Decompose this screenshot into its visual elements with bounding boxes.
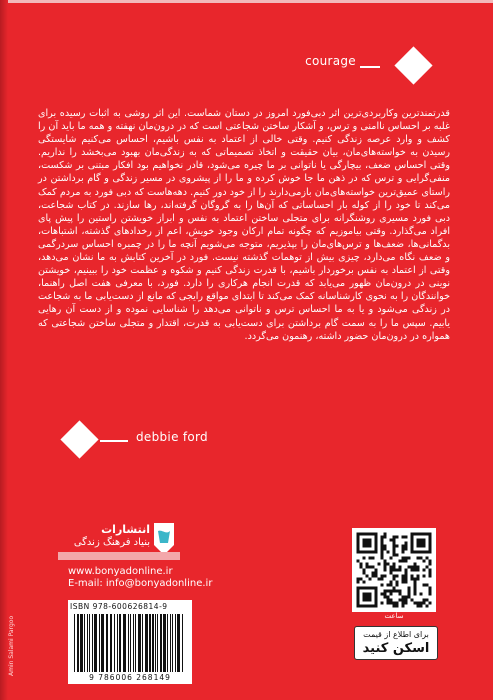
barcode-bar xyxy=(133,614,134,672)
qr-module xyxy=(360,563,363,566)
barcode-bar xyxy=(152,614,154,672)
qr-module xyxy=(387,602,390,605)
publisher-subtitle: بنیاد فرهنگ زندگی xyxy=(73,537,150,548)
barcode-bar xyxy=(117,614,118,672)
qr-module xyxy=(411,566,414,569)
qr-module xyxy=(396,545,399,548)
barcode-number: 9 786006 268149 xyxy=(89,673,171,682)
qr-module xyxy=(357,560,360,563)
qr-module xyxy=(390,566,393,569)
qr-module xyxy=(396,602,399,605)
qr-finder-core xyxy=(363,539,372,548)
qr-module xyxy=(429,563,432,566)
publisher-website: www.bonyadonline.ir xyxy=(68,566,173,577)
qr-module xyxy=(381,554,384,557)
qr-caption: ساعت xyxy=(384,612,404,620)
qr-module xyxy=(390,590,393,593)
qr-module xyxy=(429,560,432,563)
qr-module xyxy=(381,551,384,554)
qr-module xyxy=(384,566,387,569)
barcode-bar xyxy=(87,614,88,672)
designer-credit: Amin Salami Pargoo xyxy=(8,615,15,676)
qr-module xyxy=(399,560,402,563)
barcode-bar xyxy=(182,614,183,672)
qr-module xyxy=(381,578,384,581)
qr-module xyxy=(396,590,399,593)
barcode-bar xyxy=(170,614,171,672)
qr-module xyxy=(402,560,405,563)
qr-module xyxy=(423,584,426,587)
qr-module xyxy=(390,572,393,575)
qr-module xyxy=(408,596,411,599)
barcode-bar xyxy=(135,614,136,672)
qr-module xyxy=(414,581,417,584)
qr-module xyxy=(405,596,408,599)
qr-module xyxy=(396,581,399,584)
qr-module xyxy=(372,557,375,560)
qr-module xyxy=(405,581,408,584)
qr-module xyxy=(402,602,405,605)
qr-module xyxy=(414,578,417,581)
qr-module xyxy=(402,599,405,602)
qr-module xyxy=(387,599,390,602)
qr-module xyxy=(369,557,372,560)
qr-module xyxy=(384,545,387,548)
qr-module xyxy=(396,569,399,572)
qr-module xyxy=(399,593,402,596)
courage-divider xyxy=(360,66,380,68)
diamond-icon xyxy=(60,420,98,458)
barcode-bar xyxy=(175,614,176,672)
qr-module xyxy=(408,587,411,590)
barcode-icon xyxy=(74,614,186,672)
barcode-bar xyxy=(106,614,108,672)
qr-module xyxy=(393,554,396,557)
qr-module xyxy=(390,593,393,596)
qr-module xyxy=(390,602,393,605)
qr-module xyxy=(420,602,423,605)
qr-module xyxy=(405,542,408,545)
qr-module xyxy=(393,539,396,542)
barcode-bar xyxy=(128,614,129,672)
qr-module xyxy=(399,566,402,569)
qr-module xyxy=(384,536,387,539)
qr-module xyxy=(375,572,378,575)
qr-module xyxy=(402,605,405,608)
qr-module xyxy=(390,584,393,587)
qr-module xyxy=(387,596,390,599)
qr-module xyxy=(408,590,411,593)
qr-module xyxy=(429,587,432,590)
qr-module xyxy=(399,590,402,593)
qr-module xyxy=(384,548,387,551)
qr-module xyxy=(429,575,432,578)
qr-module xyxy=(393,545,396,548)
barcode-bar xyxy=(142,614,143,672)
qr-module xyxy=(384,593,387,596)
qr-module xyxy=(405,548,408,551)
qr-module xyxy=(426,599,429,602)
qr-module xyxy=(357,581,360,584)
qr-module xyxy=(429,590,432,593)
qr-module xyxy=(363,557,366,560)
qr-module xyxy=(393,575,396,578)
qr-module xyxy=(423,560,426,563)
qr-module xyxy=(405,560,408,563)
qr-module xyxy=(393,566,396,569)
isbn-barcode-panel xyxy=(68,600,192,684)
qr-module xyxy=(402,557,405,560)
courage-tag: courage xyxy=(305,54,356,68)
qr-module xyxy=(411,575,414,578)
qr-module xyxy=(405,545,408,548)
qr-module xyxy=(414,587,417,590)
barcode-bar xyxy=(160,614,162,672)
qr-module xyxy=(399,599,402,602)
qr-module xyxy=(360,566,363,569)
barcode-bar xyxy=(123,614,126,672)
qr-module xyxy=(363,581,366,584)
qr-module xyxy=(426,584,429,587)
barcode-bar xyxy=(119,614,121,672)
qr-code-icon xyxy=(352,528,436,612)
qr-module xyxy=(381,557,384,560)
qr-module xyxy=(384,533,387,536)
diamond-icon xyxy=(394,46,432,84)
qr-module xyxy=(387,590,390,593)
qr-module xyxy=(396,605,399,608)
scan-badge-line2: اسکن کنید xyxy=(362,641,430,656)
qr-module xyxy=(402,575,405,578)
publisher-email: E-mail: info@bonyadonline.ir xyxy=(68,578,213,589)
qr-module xyxy=(381,548,384,551)
author-tag: debbie ford xyxy=(136,430,208,444)
qr-module xyxy=(381,536,384,539)
qr-module xyxy=(426,557,429,560)
barcode-bar xyxy=(74,614,75,672)
barcode-bar xyxy=(110,614,112,672)
qr-module xyxy=(372,575,375,578)
qr-module xyxy=(393,605,396,608)
qr-module xyxy=(372,566,375,569)
qr-module xyxy=(402,548,405,551)
qr-module xyxy=(408,557,411,560)
qr-module xyxy=(405,569,408,572)
qr-module xyxy=(417,578,420,581)
qr-module xyxy=(405,557,408,560)
qr-module xyxy=(381,545,384,548)
barcode-bar xyxy=(172,614,173,672)
qr-module xyxy=(402,536,405,539)
qr-module xyxy=(363,569,366,572)
blurb-paragraph: قدرتمندترین وکاربردی‌ترین اثر دبی‌فورد امروز در دستان شماست. این اثر روشی به اثبات رسیده برای غلبه بر احساس ناامنی و ترس، و آشکار ساختن شجاعتی است که در درون‌مان نهفته و همه ما باید آن را کشف و وارد عرصه زندگی کنیم. وقتی خالی از اعتماد به نفس باشیم، احساس می‌کنیم شایستگی رسیدن به خواسته‌های‌مان، بیان حقیقت و اتخاذ تصمیماتی که به زندگی‌مان بهبود می‌بخشد را نداریم. وقتی احساس ضعف، بیچارگی یا ناتوانی بر ما چیره می‌شود، قادر نخواهیم بود افکار مبتنی بر شکست، منفی‌گرایی و ترس که در ذهن ما جا خوش کرده و ما را از پیشروی در مسیر زندگی و گام برداشتن در راستای عمیق‌ترین خواسته‌های‌مان بازمی‌دارند را از خود دور کنیم. دهه‌هاست که دبی فورد به مردم کمک می‌کند تا خود را از کوله بار احساساتی که آن‌ها را به گروگان گرفته‌اند، رها سازند. در کتاب شجاعت، دبی فورد مسیری روشنگرانه برای متجلی ساختن اعتماد به نفس و ابراز خویشتن راستین را پیش پای افراد می‌گذارد. وقتی بیاموزیم که چگونه تمام ارکان وجود خویش، اعم از رخدادهای گذشته، اشتباهات، بدگمانی‌ها، ضعف‌ها و ترس‌های‌مان را بپذیریم، متوجه می‌شویم آنچه ما را در چمبره احساس سردرگمی و ضعف نگاه می‌دارد، چیزی بیش از توهمات گذشته نیست. فورد در آخرین کتابش به ما نشان می‌دهد، وقتی از اعتماد به نفس برخوردار باشیم، با قدرت زندگی کنیم و شکوه و عظمت خود را ببینیم، خویشتن نوینی در درون‌مان ظهور می‌یابد که قدرت انجام هرکاری را دارد. فورد، با معرفی هفت اصل راهنما، خوانندگان را به نحوی کارشناسانه کمک می‌کند تا ابتدای مواقع رایجی که مانع از دست‌یابی ما به شجاعت در زندگی می‌شود و یا به ما احساس ترس و ناتوانی می‌دهد را شناسایی نموده و از دست آن رهایی یابیم. سپس ما را به سمت گام برداشتن برای دست‌یابی به قدرت، اقتدار و متجلی ساختن شجاعتی که همواره در درون‌مان حضور داشته، رهنمون می‌گردد. xyxy=(38,108,450,342)
qr-module xyxy=(417,566,420,569)
qr-module xyxy=(366,563,369,566)
qr-module xyxy=(369,566,372,569)
qr-module xyxy=(405,572,408,575)
qr-module xyxy=(429,593,432,596)
qr-module xyxy=(375,569,378,572)
barcode-bar xyxy=(94,614,97,672)
barcode-bar xyxy=(149,614,151,672)
qr-module xyxy=(417,602,420,605)
barcode-bar xyxy=(177,614,180,672)
qr-module xyxy=(369,578,372,581)
qr-module xyxy=(396,575,399,578)
qr-module xyxy=(387,584,390,587)
barcode-bar xyxy=(80,614,83,672)
publisher-name: انتشارات xyxy=(101,523,150,536)
barcode-bar xyxy=(77,614,79,672)
qr-module xyxy=(402,578,405,581)
qr-module xyxy=(393,602,396,605)
qr-module xyxy=(390,539,393,542)
qr-module xyxy=(414,602,417,605)
qr-module xyxy=(396,536,399,539)
qr-module xyxy=(384,575,387,578)
qr-module xyxy=(381,542,384,545)
qr-module xyxy=(384,590,387,593)
qr-module xyxy=(411,578,414,581)
qr-module xyxy=(393,536,396,539)
qr-module xyxy=(423,602,426,605)
qr-module xyxy=(414,593,417,596)
qr-module xyxy=(420,557,423,560)
qr-module xyxy=(426,605,429,608)
qr-module xyxy=(411,599,414,602)
qr-module xyxy=(381,602,384,605)
qr-module xyxy=(366,575,369,578)
qr-module xyxy=(393,542,396,545)
barcode-bar xyxy=(157,614,158,672)
qr-module xyxy=(414,566,417,569)
qr-module xyxy=(417,569,420,572)
spine-shadow xyxy=(0,0,8,700)
barcode-bar xyxy=(92,614,93,672)
qr-module xyxy=(381,584,384,587)
qr-module xyxy=(366,566,369,569)
scan-price-badge xyxy=(354,626,438,660)
qr-module xyxy=(393,578,396,581)
qr-module xyxy=(426,566,429,569)
qr-finder-core xyxy=(417,539,426,548)
qr-module xyxy=(381,593,384,596)
barcode-bar xyxy=(89,614,90,672)
qr-module xyxy=(402,596,405,599)
qr-module xyxy=(414,584,417,587)
qr-module xyxy=(408,593,411,596)
qr-module xyxy=(423,599,426,602)
qr-module xyxy=(387,551,390,554)
isbn-label: ISBN 978-600626814-9 xyxy=(70,602,168,611)
qr-module xyxy=(375,575,378,578)
qr-module xyxy=(381,539,384,542)
scan-badge-line1: برای اطلاع از قیمت xyxy=(363,630,429,639)
top-edge-strip xyxy=(0,0,493,3)
qr-module xyxy=(402,581,405,584)
qr-module xyxy=(417,557,420,560)
barcode-bar xyxy=(155,614,156,672)
barcode-bar xyxy=(114,614,115,672)
qr-module xyxy=(393,548,396,551)
qr-module xyxy=(393,563,396,566)
qr-module xyxy=(420,593,423,596)
qr-module xyxy=(357,578,360,581)
qr-module xyxy=(402,551,405,554)
qr-module xyxy=(405,536,408,539)
qr-module xyxy=(381,575,384,578)
barcode-bar xyxy=(101,614,104,672)
qr-module xyxy=(372,572,375,575)
qr-module xyxy=(396,584,399,587)
qr-module xyxy=(387,563,390,566)
qr-module xyxy=(414,590,417,593)
qr-module xyxy=(429,572,432,575)
qr-module xyxy=(429,602,432,605)
qr-module xyxy=(411,569,414,572)
barcode-bar xyxy=(163,614,166,672)
qr-module xyxy=(390,581,393,584)
qr-module xyxy=(417,575,420,578)
barcode-bar xyxy=(99,614,100,672)
qr-module xyxy=(420,605,423,608)
qr-module xyxy=(393,590,396,593)
qr-module xyxy=(429,569,432,572)
qr-module xyxy=(405,602,408,605)
qr-module xyxy=(414,569,417,572)
qr-module xyxy=(390,599,393,602)
publisher-strip xyxy=(58,552,180,560)
qr-module xyxy=(423,569,426,572)
qr-module xyxy=(396,554,399,557)
barcode-bar xyxy=(167,614,168,672)
qr-module xyxy=(405,599,408,602)
qr-module xyxy=(378,563,381,566)
barcode-bar xyxy=(145,614,148,672)
author-divider xyxy=(100,440,128,442)
qr-module xyxy=(423,575,426,578)
qr-module xyxy=(390,557,393,560)
qr-module xyxy=(363,572,366,575)
barcode-bar xyxy=(130,614,131,672)
qr-module xyxy=(378,578,381,581)
barcode-bar xyxy=(84,614,85,672)
qr-module xyxy=(384,596,387,599)
qr-module xyxy=(405,578,408,581)
qr-module xyxy=(393,587,396,590)
qr-module xyxy=(384,560,387,563)
qr-module xyxy=(414,563,417,566)
qr-module xyxy=(399,569,402,572)
qr-module xyxy=(405,575,408,578)
qr-module xyxy=(390,569,393,572)
qr-module xyxy=(393,551,396,554)
qr-module xyxy=(402,545,405,548)
qr-module xyxy=(384,569,387,572)
qr-module xyxy=(417,605,420,608)
qr-finder-core xyxy=(363,593,372,602)
qr-module xyxy=(384,563,387,566)
qr-module xyxy=(408,566,411,569)
barcode-bar xyxy=(138,614,141,672)
qr-module xyxy=(393,569,396,572)
qr-module xyxy=(360,578,363,581)
